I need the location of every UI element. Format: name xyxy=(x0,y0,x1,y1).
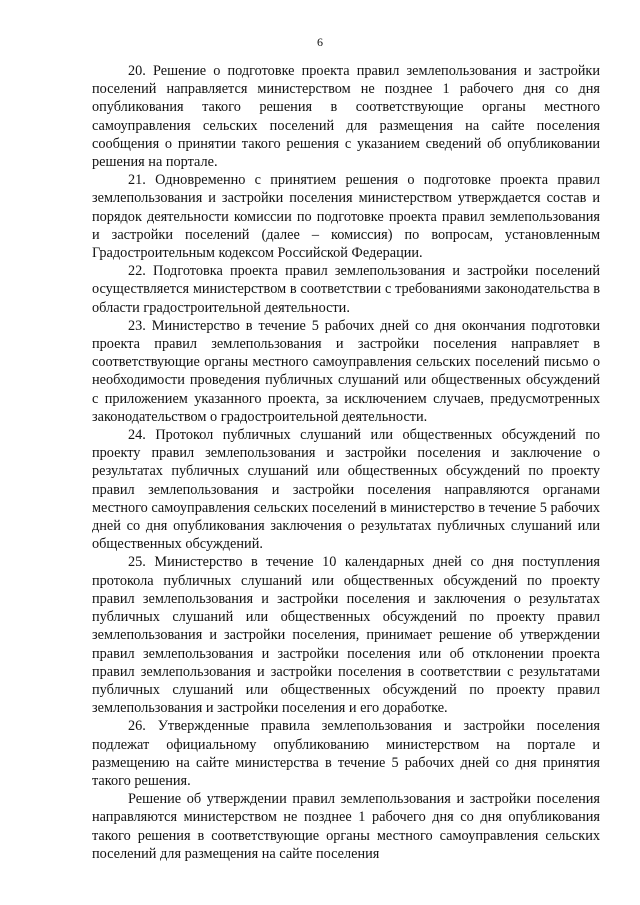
paragraph-20: 20. Решение о подготовке проекта правил землепользования и застройки поселений направляется министерством не позднее 1 рабочего дня со дня опубликования такого решения в соответствующие органы местного самоуправления сельских поселений для размещения на сайте поселения сообщения о принятии такого решения с указанием сведений об опубликовании решения на портале. xyxy=(92,63,600,171)
document-body xyxy=(92,62,600,863)
page-number: 6 xyxy=(317,35,323,49)
paragraph-22: 22. Подготовка проекта правил землепользования и застройки поселений осуществляется министерством в соответствии с требованиями законодательства в области градостроительной деятельности. xyxy=(92,263,600,316)
paragraph-26-continuation: Решение об утверждении правил землепользования и застройки поселения направляются министерством не позднее 1 рабочего дня со дня опубликования такого решения в соответствующие органы местного самоуправления сельских поселений для размещения на сайте поселения xyxy=(92,791,600,862)
paragraph-26: 26. Утвержденные правила землепользования и застройки поселения подлежат официальному опубликованию министерством на портале и размещению на сайте министерства в течение 5 рабочих дней со дня принятия такого решения. xyxy=(92,718,600,789)
paragraph-23: 23. Министерство в течение 5 рабочих дней со дня окончания подготовки проекта правил землепользования и застройки поселения направляет в соответствующие органы местного самоуправления сельских поселений письмо о необходимости проведения публичных слушаний или общественных обсуждений с приложением указанного проекта, за исключением случаев, предусмотренных законодательством о градостроительной деятельности. xyxy=(92,317,600,425)
paragraph-25: 25. Министерство в течение 10 календарных дней со дня поступления протокола публичных слушаний или общественных обсуждений по проекту правил землепользования и застройки поселения и заключения о результатах публичных слушаний или общественных обсуждений по проекту правил землепользования и застройки поселения, принимает решение об утверждении правил землепользования и застройки поселения или об отклонении проекта правил землепользования и застройки поселения в соответствии с результатами публичных слушаний или общественных обсуждений по проекту правил землепользования и застройки поселения и его доработке. xyxy=(92,554,600,717)
paragraph-21: 21. Одновременно с принятием решения о подготовке проекта правил землепользования и застройки поселения министерством утверждается состав и порядок деятельности комиссии по подготовке проекта правил землепользования и застройки поселений (далее – комиссия) по вопросам, установленным Градостроительным кодексом Российской Федерации. xyxy=(92,172,600,262)
paragraph-24: 24. Протокол публичных слушаний или общественных обсуждений по проекту правил землепользования и застройки поселения и заключение о результатах публичных слушаний или общественных обсуждений по проекту правил землепользования и застройки поселения направляются органами местного самоуправления сельских поселений в министерство в течение 5 рабочих дней со дня опубликования заключения о результатах публичных слушаний или общественных обсуждений. xyxy=(92,427,600,553)
